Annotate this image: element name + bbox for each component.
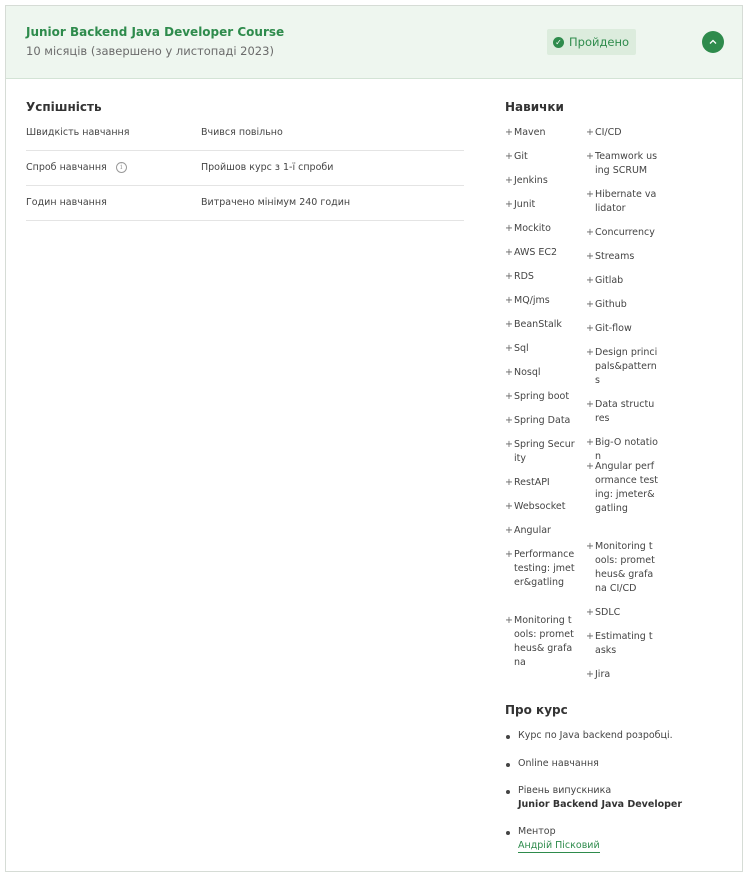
skill-label: Jenkins xyxy=(514,175,548,186)
skill-label: Teamwork using SCRUM xyxy=(595,151,658,176)
skill-item xyxy=(505,270,577,284)
skill-item xyxy=(505,246,577,260)
plus-icon: + xyxy=(586,323,594,334)
skill-label: Hibernate validator xyxy=(595,189,657,214)
skill-item xyxy=(586,298,658,312)
about-title: Про курс xyxy=(505,703,568,717)
skill-item xyxy=(505,174,577,188)
plus-icon: + xyxy=(586,127,594,138)
skill-item xyxy=(586,322,658,336)
plus-icon: + xyxy=(505,271,513,282)
plus-icon: + xyxy=(586,437,594,448)
skill-label: Spring Security xyxy=(514,439,575,464)
skills-title: Навички xyxy=(505,100,564,114)
plus-icon: + xyxy=(505,439,513,450)
skill-label: RDS xyxy=(514,271,534,282)
check-circle-icon: ✓ xyxy=(553,37,564,48)
plus-icon: + xyxy=(505,199,513,210)
skill-label: Angular performance testing: jmeter&gatling xyxy=(595,461,658,514)
chevron-up-icon xyxy=(708,37,718,47)
plus-icon: + xyxy=(586,275,594,286)
info-icon[interactable]: i xyxy=(116,162,127,173)
skill-item xyxy=(505,222,577,236)
plus-icon: + xyxy=(586,461,594,472)
mentor-link[interactable]: Андрій Пісковий xyxy=(518,840,600,851)
status-badge-label: Пройдено xyxy=(569,35,630,49)
skill-label: Angular xyxy=(514,525,551,536)
about-level-label: Рівень випускника xyxy=(518,785,612,796)
skill-item xyxy=(586,126,658,140)
skill-item xyxy=(586,460,658,516)
skill-item xyxy=(586,150,658,178)
skill-label: Design principals&patterns xyxy=(595,347,658,386)
skill-item xyxy=(505,390,577,404)
status-badge xyxy=(547,29,636,55)
plus-icon: + xyxy=(586,227,594,238)
skill-label: Maven xyxy=(514,127,546,138)
plus-icon: + xyxy=(505,127,513,138)
plus-icon: + xyxy=(505,247,513,258)
skill-item xyxy=(586,250,658,264)
skill-label: Gitlab xyxy=(595,275,624,286)
skill-item xyxy=(505,294,577,308)
skill-item xyxy=(505,342,577,356)
about-format: Online навчання xyxy=(518,758,599,769)
skill-label: Mockito xyxy=(514,223,551,234)
skill-label: Junit xyxy=(514,199,536,210)
skill-item xyxy=(586,398,658,426)
plus-icon: + xyxy=(586,251,594,262)
hours-value: Витрачено мінімум 240 годин xyxy=(201,197,351,208)
skill-item xyxy=(505,524,577,538)
plus-icon: + xyxy=(586,399,594,410)
plus-icon: + xyxy=(586,347,594,358)
course-title: Junior Backend Java Developer Course xyxy=(26,25,285,39)
plus-icon: + xyxy=(505,223,513,234)
skill-item xyxy=(586,540,658,596)
bullet-icon xyxy=(506,763,510,767)
attempts-label-text: Спроб навчання xyxy=(26,162,107,173)
skill-item xyxy=(586,668,658,682)
plus-icon: + xyxy=(586,151,594,162)
speed-label: Швидкість навчання xyxy=(26,127,130,138)
skill-label: Github xyxy=(595,299,627,310)
plus-icon: + xyxy=(505,367,513,378)
plus-icon: + xyxy=(586,299,594,310)
speed-value: Вчився повільно xyxy=(201,127,283,138)
list-item xyxy=(506,784,682,812)
skill-item xyxy=(505,548,577,590)
skill-label: CI/CD xyxy=(595,127,622,138)
skill-item xyxy=(505,414,577,428)
plus-icon: + xyxy=(586,607,594,618)
skill-item xyxy=(505,198,577,212)
attempts-value: Пройшов курс з 1-ї спроби xyxy=(201,162,334,173)
plus-icon: + xyxy=(505,391,513,402)
skill-label: AWS EC2 xyxy=(514,247,558,258)
bullet-icon xyxy=(506,735,510,739)
attempts-label xyxy=(26,162,127,173)
skill-item xyxy=(586,606,658,620)
skill-item xyxy=(505,150,577,164)
plus-icon: + xyxy=(505,501,513,512)
plus-icon: + xyxy=(505,295,513,306)
table-row xyxy=(26,186,464,221)
plus-icon: + xyxy=(505,343,513,354)
plus-icon: + xyxy=(586,669,594,680)
skill-item xyxy=(586,188,658,216)
skill-label: Websocket xyxy=(514,501,566,512)
skill-label: Performance testing: jmeter&gatling xyxy=(514,549,575,588)
about-mentor-label: Ментор xyxy=(518,826,556,837)
skill-label: Nosql xyxy=(514,367,541,378)
skill-label: Monitoring tools: prometheus& grafana CI/CD xyxy=(595,541,655,594)
skill-label: Concurrency xyxy=(595,227,655,238)
skill-item xyxy=(505,476,577,490)
skill-item xyxy=(505,366,577,380)
skill-label: Data structures xyxy=(595,399,655,424)
course-card xyxy=(5,5,743,872)
table-row xyxy=(26,151,464,186)
skill-label: SDLC xyxy=(595,607,621,618)
list-item xyxy=(506,757,599,771)
plus-icon: + xyxy=(505,615,513,626)
plus-icon: + xyxy=(505,415,513,426)
plus-icon: + xyxy=(505,175,513,186)
table-row xyxy=(26,127,464,151)
skill-label: Spring Data xyxy=(514,415,571,426)
hours-label: Годин навчання xyxy=(26,197,107,208)
skill-label: Big-O notation xyxy=(595,437,658,462)
skill-item xyxy=(586,226,658,240)
course-duration: 10 місяців (завершено у листопаді 2023) xyxy=(26,44,274,58)
skill-label: Streams xyxy=(595,251,635,262)
bullet-icon xyxy=(506,790,510,794)
about-course-type: Курс по Java backend розробці. xyxy=(518,730,673,741)
skill-label: BeanStalk xyxy=(514,319,562,330)
skill-label: Git xyxy=(514,151,528,162)
plus-icon: + xyxy=(505,151,513,162)
skill-item xyxy=(505,126,577,140)
skill-item xyxy=(505,318,577,332)
skill-label: MQ/jms xyxy=(514,295,550,306)
plus-icon: + xyxy=(505,319,513,330)
bullet-icon xyxy=(506,831,510,835)
skill-item xyxy=(586,274,658,288)
plus-icon: + xyxy=(505,525,513,536)
about-level-value: Junior Backend Java Developer xyxy=(518,799,683,810)
skill-label: Git-flow xyxy=(595,323,632,334)
skill-item xyxy=(586,346,658,388)
plus-icon: + xyxy=(505,477,513,488)
list-item xyxy=(506,729,673,743)
skill-label: RestAPI xyxy=(514,477,550,488)
course-header[interactable] xyxy=(6,6,742,79)
skill-label: Monitoring tools: prometheus& grafana xyxy=(514,615,574,668)
performance-title: Успішність xyxy=(26,100,102,114)
plus-icon: + xyxy=(586,541,594,552)
plus-icon: + xyxy=(586,631,594,642)
collapse-button[interactable] xyxy=(702,31,724,53)
skill-item xyxy=(505,614,577,670)
skill-label: Jira xyxy=(595,669,611,680)
list-item xyxy=(506,825,600,853)
skill-label: Sql xyxy=(514,343,529,354)
skill-label: Estimating tasks xyxy=(595,631,653,656)
plus-icon: + xyxy=(505,549,513,560)
plus-icon: + xyxy=(586,189,594,200)
skill-item xyxy=(505,438,577,466)
skill-item xyxy=(586,630,658,658)
skill-item xyxy=(505,500,577,514)
skill-label: Spring boot xyxy=(514,391,570,402)
